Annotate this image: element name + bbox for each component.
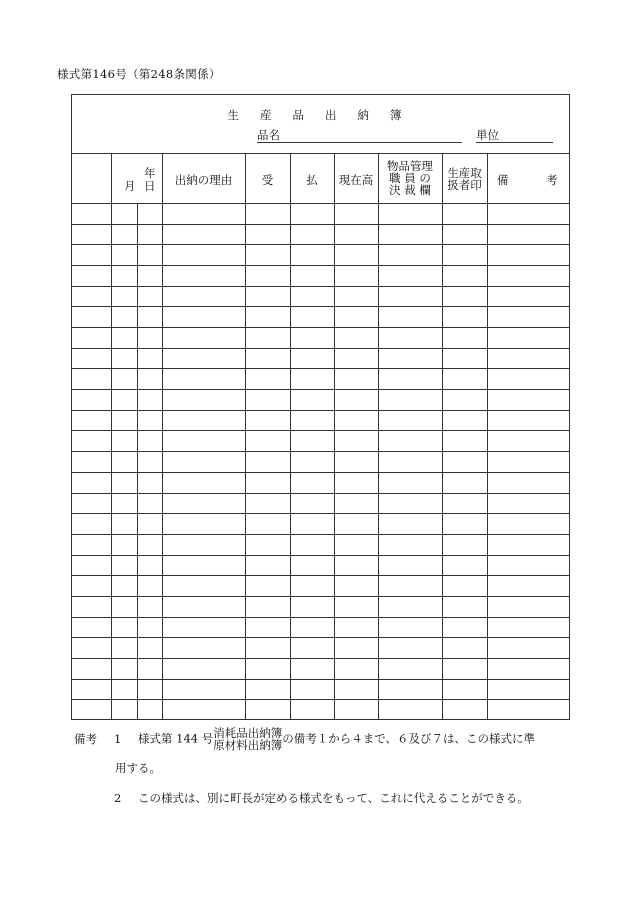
note-number: 1 [114, 732, 122, 746]
note-item-2: この様式は、別に町長が定める様式をもって、これに代えることができる。 [138, 791, 529, 805]
note-1-stack-top: 消耗品出納簿 [213, 726, 283, 740]
unit-field[interactable] [476, 142, 553, 143]
item-name-label: 品名 [257, 128, 280, 142]
note-1-prefix: 様式第 144 号 [138, 731, 214, 746]
header-year: 年 [144, 166, 156, 180]
title-char: 品 [292, 108, 305, 122]
header-month: 月 [124, 179, 136, 193]
header-approval-line: 決 裁 欄 [389, 183, 431, 197]
header-seal-line: 生産取 [447, 166, 482, 180]
ledger-grid [71, 153, 570, 720]
title-char: 簿 [390, 108, 403, 122]
title-char: 生 [227, 108, 240, 122]
header-balance: 現在高 [338, 173, 374, 187]
item-name-field[interactable] [257, 142, 462, 143]
header-remarks-a: 備 [497, 173, 509, 187]
notes-heading: 備考 [74, 732, 97, 746]
note-item-1 [138, 727, 535, 751]
note-item-1-continuation: 用する。 [115, 761, 161, 775]
ledger-title [0, 107, 630, 123]
unit-label: 単位 [476, 128, 499, 142]
title-char: 産 [260, 108, 273, 122]
header-remarks-b: 考 [546, 173, 558, 187]
note-1-stack [213, 727, 282, 751]
note-number: 2 [114, 791, 122, 805]
header-pay: 払 [306, 173, 318, 187]
header-seal-line: 扱者印 [447, 178, 482, 192]
note-1-stack-bottom: 原材料出納簿 [213, 738, 283, 752]
header-approval-line: 職 員 の [389, 171, 431, 185]
header-day: 日 [144, 179, 156, 193]
title-char: 出 [325, 108, 338, 122]
header-seal [442, 167, 487, 191]
header-approval [378, 160, 442, 196]
header-receive: 受 [261, 173, 274, 187]
note-1-suffix: の備考１から４まで、６及び７は、この様式に準 [282, 731, 536, 746]
form-number-label: 様式第146号（第248条関係） [57, 67, 221, 81]
header-reason: 出納の理由 [174, 173, 233, 187]
title-char: 納 [357, 108, 370, 122]
header-approval-line: 物品管理 [387, 159, 433, 173]
